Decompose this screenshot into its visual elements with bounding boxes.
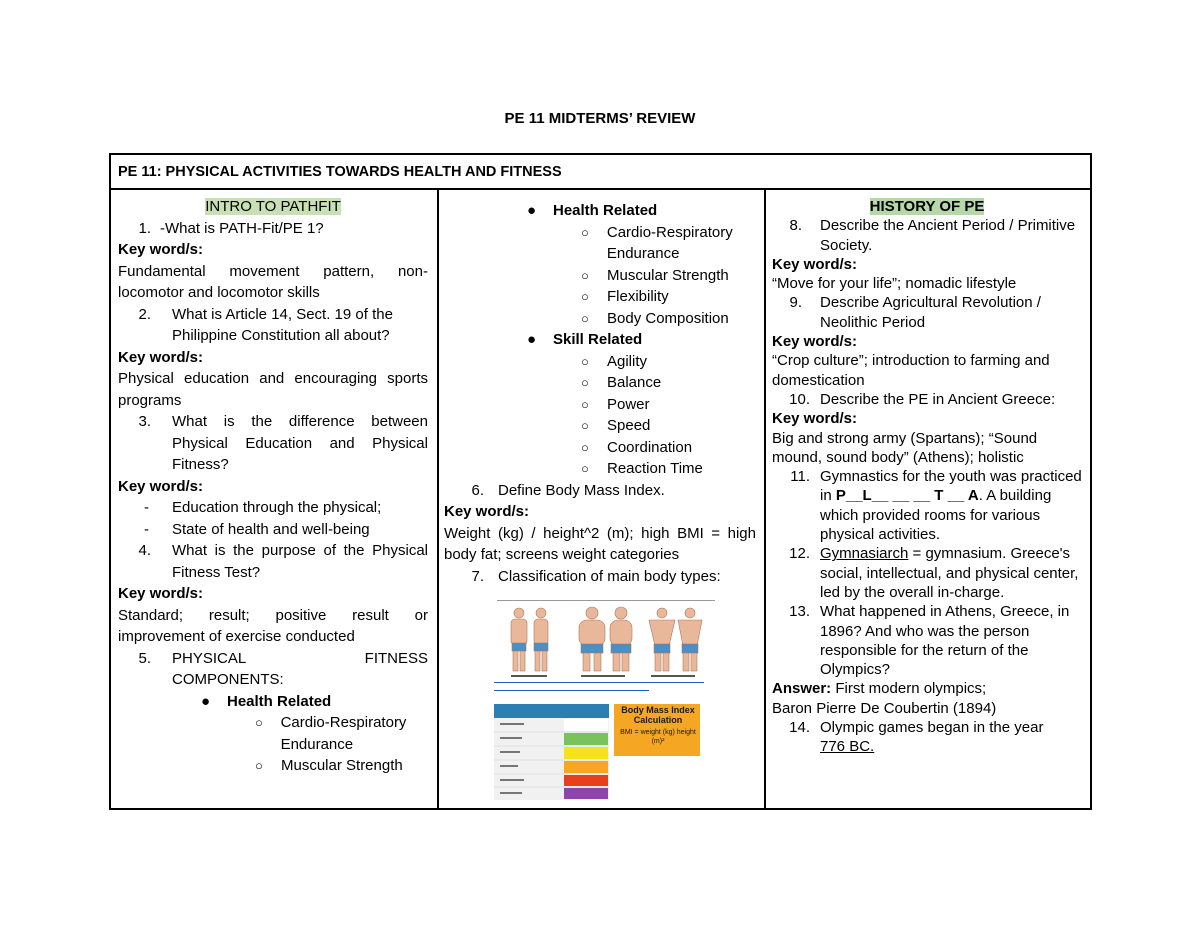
component-item: Body Composition — [607, 309, 729, 327]
keyword-label: Key word/s: — [772, 333, 858, 351]
skill-item: Coordination — [607, 438, 693, 456]
answer-13b: Baron Pierre De Coubertin (1894) — [772, 699, 997, 717]
component-item: Cardio-Respiratory Endurance — [606, 223, 733, 262]
keyword-label: Key word/s: — [444, 503, 530, 520]
bmi-formula: BMI = weight (kg) height (m)² — [620, 729, 696, 745]
question-3: What is the difference between Physical Education and Physical Fitness? — [172, 413, 428, 473]
keyword-label: Key word/s: — [772, 255, 858, 273]
skill-related-label: Skill Related — [553, 331, 643, 348]
question-7: Classification of main body types: — [498, 567, 721, 585]
question-11: Gymnastics for the youth was practiced in P__L__ __ __ T __ A. A building which provided rooms for various physical activities. — [820, 468, 1082, 544]
component-item: Flexibility — [607, 288, 669, 305]
answer-13: First modern olympics; — [831, 680, 987, 698]
keyword-label: Key word/s: — [118, 477, 204, 495]
component-item: Muscular Strength — [281, 757, 403, 774]
answer-2: Physical education and encouraging sports programs — [118, 370, 428, 409]
answer-3a: Education through the physical; — [172, 499, 382, 516]
question-9: Describe Agricultural Revolution / Neolithic Period — [820, 294, 1041, 331]
section-heading: HISTORY OF PE — [869, 198, 985, 215]
question-12: Gymnasiarch = gymnasium. Greece's social, intellectual, and physical center, led by the overall in-charge. — [820, 545, 1079, 601]
column-fitness-components: ● Health Related ○ Cardio-Respiratory Endurance ○ Muscular Strength ○ Flexibility ○ Body Composition ● Skill Related ○ Agility ○ Balance ○ Power ○ Speed ○ Coordination ○ Reaction Time 6. Define Body Mass Index. Key word/s: Weight (kg) / height^2 (m); high BMI = high body fat; screens weight categories 7. Classification of main body types: Body Mass Index Calculation BMI = weight (kg) height (m)² — [439, 190, 766, 808]
keyword-label: Key word/s: — [118, 348, 204, 366]
bmi-title: Body Mass Index Calculation — [621, 705, 695, 725]
question-13: What happened in Athens, Greece, in 1896? And who was the person responsible for the return of the Olympics? — [820, 603, 1070, 679]
answer-6: Weight (kg) / height^2 (m); high BMI = high body fat; screens weight categories — [444, 524, 756, 563]
answer-10: Big and strong army (Spartans); “Sound mound, sound body” (Athens); holistic — [772, 429, 1038, 466]
question-2: What is Article 14, Sect. 19 of the Philippine Constitution all about? — [172, 305, 393, 344]
answer-9: “Crop culture”; introduction to farming and domestication — [772, 352, 1050, 389]
divider-line — [494, 690, 649, 691]
answer-3b: State of health and well-being — [172, 520, 370, 538]
health-related-label: Health Related — [553, 202, 658, 219]
body-types-image — [497, 600, 715, 681]
keyword-label: Key word/s: — [118, 241, 204, 258]
skill-item: Speed — [607, 417, 651, 434]
answer-8: “Move for your life”; nomadic lifestyle — [772, 275, 1017, 293]
column-intro-pathfit: INTRO TO PATHFIT 1. -What is PATH-Fit/PE 1? Key word/s: Fundamental movement pattern, non-locomotor and locomotor skills 2. What is Article 14, Sect. 19 of the Philippine Constitution all about? Key word/s: Physical education and encouraging sports programs 3. What is the difference between Physical Education and Physical Fitness? Key word/s: - Education through the physical; - State of health and well-being 4. What is the purpose of the Physical Fitness Test? Key word/s: Standard; result; positive result or improvement of exercise conducted 5. PHYSICAL FITNESS COMPONENTS: ● Health Related ○ Cardio-Respiratory Endurance ○ Muscular Strength — [111, 190, 439, 808]
skill-item: Balance — [607, 374, 662, 391]
skill-item: Reaction Time — [607, 460, 703, 477]
keyword-label: Key word/s: — [118, 585, 204, 602]
answer-1: Fundamental movement pattern, non-locomotor and locomotor skills — [118, 262, 428, 301]
blank-answer: P__L__ __ __ T __ A — [835, 487, 979, 505]
table-header: PE 11: PHYSICAL ACTIVITIES TOWARDS HEALTH AND FITNESS — [111, 155, 1090, 190]
review-table — [109, 153, 1092, 810]
question-5: PHYSICAL FITNESS COMPONENTS: — [172, 649, 428, 688]
bmi-chart-image — [494, 704, 704, 800]
answer-label: Answer: — [772, 680, 832, 698]
component-item: Cardio-Respiratory Endurance — [280, 714, 407, 753]
component-item: Muscular Strength — [607, 266, 729, 284]
answer-4: Standard; result; positive result or improvement of exercise conducted — [118, 606, 428, 645]
question-14: Olympic games began in the year 776 BC. — [820, 719, 1044, 756]
question-4: What is the purpose of the Physical Fitness Test? — [172, 542, 428, 581]
question-8: Describe the Ancient Period / Primitive Society. — [820, 217, 1076, 254]
section-heading: INTRO TO PATHFIT — [205, 198, 341, 215]
skill-item: Power — [607, 395, 650, 413]
question-1: -What is PATH-Fit/PE 1? — [160, 219, 324, 237]
divider-line — [494, 682, 704, 683]
column-history-pe: HISTORY OF PE 8. Describe the Ancient Period / Primitive Society. Key word/s: “Move for your life”; nomadic lifestyle 9. Describe Agricultural Revolution / Neolithic Period Key word/s: “Crop culture”; introduction to farming and domestication 10. Describe the PE in Ancient Greece: Key word/s: Big and strong army (Spartans); “Sound mound, sound body” (Athens); holistic 11. Gymnastics for the youth was practiced in P__L__ __ __ T __ A. A building which provided rooms for various physical activities. 12. Gymnasiarch = gymnasium. Greece's social, intellectual, and physical center, led by the overall in-charge. 13. What happened in Athens, Greece, in 1896? And who was the person responsible for the return of the Olympics? Answer: First modern olympics; Baron Pierre De Coubertin (1894) 14. Olympic games began in the year 776 BC. — [772, 198, 1082, 756]
health-related-label: Health Related — [227, 692, 332, 710]
page-title: PE 11 MIDTERMS’ REVIEW — [504, 110, 696, 127]
question-6: Define Body Mass Index. — [498, 481, 665, 499]
skill-item: Agility — [607, 352, 648, 370]
question-10: Describe the PE in Ancient Greece: — [820, 390, 1056, 408]
keyword-label: Key word/s: — [772, 410, 858, 428]
